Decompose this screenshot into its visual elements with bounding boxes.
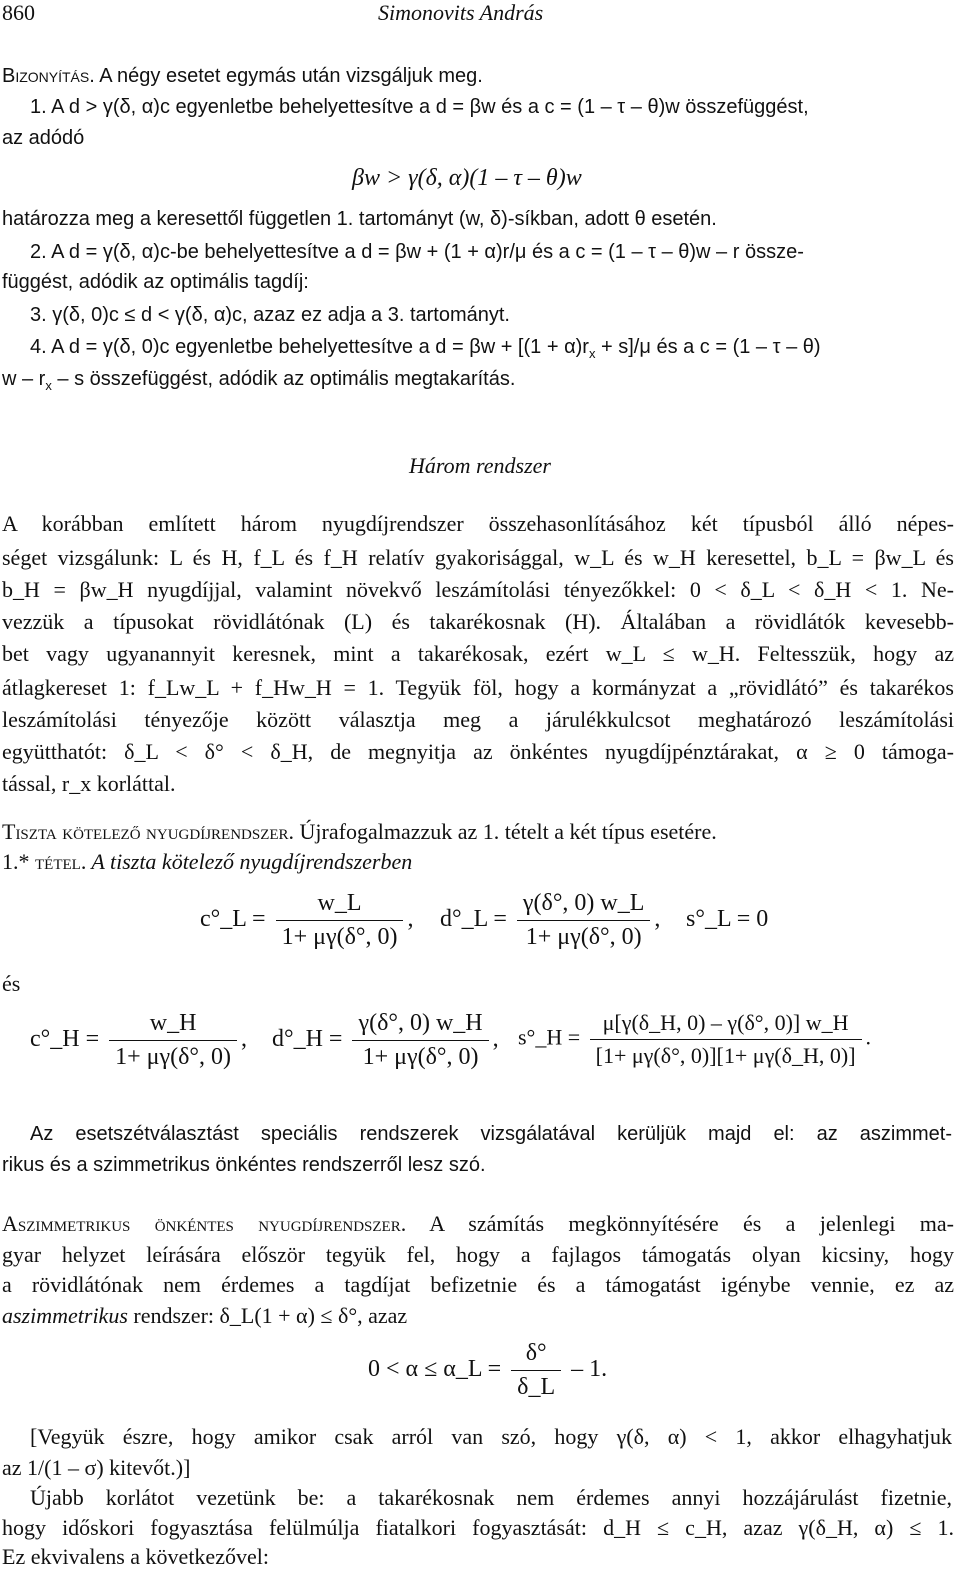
running-author: Simonovits András: [378, 0, 544, 25]
formula-dH: d°_H = $\frac{\gamma(\delta^\circ, 0) w\_H}{1+ \mu\gamma(\delta^\circ, 0)}$ ,: [272, 1010, 499, 1070]
dL-den: 1+ μγ(δ°, 0): [525, 924, 642, 950]
asym-line3: a rövidlátónak nem érdemes a tagdíjat befizetnie és a támogatást igénybe vennie, ez az: [2, 1272, 954, 1297]
es-word: és: [2, 971, 21, 996]
cH-lhs: c°_H =: [30, 1026, 100, 1053]
final-line2: hogy időskori fogyasztása felülmúlja fiatalkori fogyasztását: d_H ≤ c_H, azaz γ(δ_H, α) ≤ 1.: [2, 1515, 954, 1540]
paragraph-line: átlagkereset 1: f_Lw_L + f_Hw_H = 1. Tegyük föl, hogy a kormányzat a „rövidlátó” és takarékos: [2, 675, 954, 700]
formula-cL: c°_L = $\frac{w\_L}{1+ \mu\gamma(\delta^\circ, 0)}$ ,: [200, 890, 414, 950]
sH-den: [1+ μγ(δ°, 0)][1+ μγ(δ_H, 0)]: [595, 1043, 856, 1068]
formula-dL: d°_L = $\frac{\gamma(\delta^\circ, 0) w\_L}{1+ \mu\gamma(\delta^\circ, 0)}$ ,: [440, 890, 661, 950]
alpha-num: δ°: [511, 1340, 561, 1371]
cH-num: w_H: [109, 1010, 237, 1041]
cL-den: 1+ μγ(δ°, 0): [281, 924, 398, 950]
paragraph-line: tással, r_x korláttal.: [2, 771, 176, 796]
proof-intro: [2, 62, 960, 90]
case2-line1: 2. A d = γ(δ, α)c-be behelyettesítve a d = βw + (1 + α)r/μ és a c = (1 – τ – θ)w – r össze-: [30, 241, 804, 263]
paragraph-line: vezzük a típusokat rövidlátónak (L) és takarékosnak (H). Általában a rövidlátók kevesebb-: [2, 609, 954, 634]
section-title: Három rendszer: [409, 453, 551, 478]
sH-num: μ[γ(δ_H, 0) – γ(δ°, 0)] w_H: [590, 1010, 862, 1040]
cL-fraction: [276, 890, 404, 951]
paragraph-line: A korábban említett három nyugdíjrendszer összehasonlításához két típusból álló népes-: [2, 511, 954, 536]
dH-num: γ(δ°, 0) w_H: [352, 1010, 488, 1041]
asym-line2: gyar helyzet leírására először tegyük fel, hogy a fajlagos támogatás olyan kicsiny, hogy: [2, 1242, 954, 1267]
pure-label: Tiszta kötelező nyugdíjrendszer.: [2, 819, 295, 844]
cL-lhs: c°_L =: [200, 906, 266, 933]
alpha-tail: – 1.: [571, 1356, 608, 1383]
asym-line4b: rendszer: δ_L(1 + α) ≤ δ°, azaz: [127, 1303, 408, 1328]
formula-cH: c°_H = $\frac{w\_H}{1+ \mu\gamma(\delta^\circ, 0)}$ ,: [30, 1010, 248, 1070]
case1-line2: az adódó: [2, 127, 85, 149]
cH-den: 1+ μγ(δ°, 0): [115, 1044, 232, 1070]
case4-line1a: 4. A d = γ(δ, 0)c egyenletbe behelyettesítve a d = βw + [(1 + α)r: [30, 336, 589, 358]
asym-line1-text: A számítás megkönnyítésére és a jelenlegi ma-: [406, 1211, 954, 1236]
formula-sL: s°_L = 0: [686, 906, 769, 932]
paragraph-line: együtthatót: δ_L < δ° < δ_H, de megnyitja az önkéntes nyugdíjpénztárakat, α ≥ 0 támoga-: [2, 739, 954, 764]
page-number: 860: [2, 0, 35, 25]
alpha-lhs: 0 < α ≤ α_L =: [368, 1356, 502, 1383]
proof-label: Bizonyítás.: [2, 65, 95, 87]
case1-line1: 1. A d > γ(δ, α)c egyenletbe behelyettesítve a d = βw és a c = (1 – τ – θ)w összefüggést,: [30, 96, 809, 118]
case4-line1b: + s]/μ és a c = (1 – τ – θ): [595, 336, 821, 358]
asym-line4a: aszimmetrikus: [2, 1303, 128, 1328]
bracket-line2: az 1/(1 – σ) kitevőt.)]: [2, 1455, 191, 1480]
theorem-heading: [2, 848, 960, 876]
cH-fraction: [109, 1010, 237, 1071]
dL-num: γ(δ°, 0) w_L: [517, 890, 651, 921]
asym-label: Aszimmetrikus önkéntes nyugdíjrendszer.: [2, 1211, 407, 1236]
paragraph-line: b_H = βw_H nyugdíjjal, valamint növekvő leszámítolási tényezőkkel: 0 < δ_L < δ_H < 1. Ne-: [2, 577, 954, 602]
pure-heading: [2, 818, 960, 846]
cL-num: w_L: [276, 890, 404, 921]
dL-lhs: d°_L =: [440, 906, 507, 933]
final-line3: Ez ekvivalens a következővel:: [2, 1544, 269, 1569]
theorem-label: 1.* tétel.: [2, 849, 87, 874]
bracket-line1: [Vegyük észre, hogy amikor csak arról van szó, hogy γ(δ, α) < 1, akkor elhagyhatjuk: [30, 1424, 952, 1449]
case4-line2: [2, 365, 960, 393]
paragraph-line: séget vizsgálunk: L és H, f_L és f_H relatív gyakorisággal, w_L és w_H keresettel, b_L = βw_L és: [2, 545, 954, 570]
after-line1: Az esetszétválasztást speciális rendszerek vizsgálatával kerüljük majd el: az aszimmet-: [30, 1123, 952, 1145]
proof-intro-text: A négy esetet egymás után vizsgáljuk meg.: [94, 65, 483, 87]
case4-sub-2: x: [45, 378, 52, 393]
after-line2: rikus és a szimmetrikus önkéntes rendszerről lesz szó.: [2, 1154, 486, 1176]
sH-fraction: [590, 1010, 862, 1069]
case1-formula: βw > γ(δ, α)(1 – τ – θ)w: [352, 165, 582, 191]
case2-line2: függést, adódik az optimális tagdíj:: [2, 271, 309, 293]
sH-lhs: s°_H =: [518, 1024, 581, 1050]
alpha-fraction: [511, 1340, 561, 1401]
formula-alpha: [368, 1340, 607, 1401]
dH-fraction: [352, 1010, 488, 1071]
asym-line1: [2, 1210, 954, 1238]
case4-line1: [30, 333, 960, 361]
dH-lhs: d°_H =: [272, 1026, 343, 1053]
final-line1: Újabb korlátot vezetünk be: a takarékosnak nem érdemes annyi hozzájárulást fizetnie,: [30, 1485, 952, 1510]
asym-line4: [2, 1302, 960, 1330]
formula-sH: s°_H = $\frac{\mu[\gamma(\delta\_H, 0) - \gamma(\delta^\circ, 0)] w\_H}{[1+ \mu\gamma(\delta^\circ, 0)][1+ \mu\gamma(\delta\_H, 0)]}$ .: [518, 1010, 872, 1068]
paragraph-line: leszámítolási tényezője között választja meg a járulékkulcsot meghatározó leszámítolási: [2, 707, 954, 732]
dH-den: 1+ μγ(δ°, 0): [362, 1044, 479, 1070]
theorem-text: A tiszta kötelező nyugdíjrendszerben: [86, 849, 413, 874]
case4-sub: x: [588, 346, 596, 361]
case1-line3: határozza meg a keresettől független 1. tartományt (w, δ)-síkban, adott θ esetén.: [2, 208, 717, 230]
pure-text: Újrafogalmazzuk az 1. tételt a két típus esetére.: [294, 819, 717, 844]
case4-line2a: w – r: [2, 368, 46, 390]
case3-line: 3. γ(δ, 0)c ≤ d < γ(δ, α)c, azaz ez adja a 3. tartományt.: [30, 304, 510, 326]
case4-line2b: – s összefüggést, adódik az optimális megtakarítás.: [51, 368, 516, 390]
paragraph-line: bet vagy ugyanannyit keresnek, mint a takarékosak, ezért w_L ≤ w_H. Feltesszük, hogy az: [2, 641, 954, 666]
dL-fraction: [517, 890, 651, 951]
alpha-den: δ_L: [517, 1374, 556, 1400]
